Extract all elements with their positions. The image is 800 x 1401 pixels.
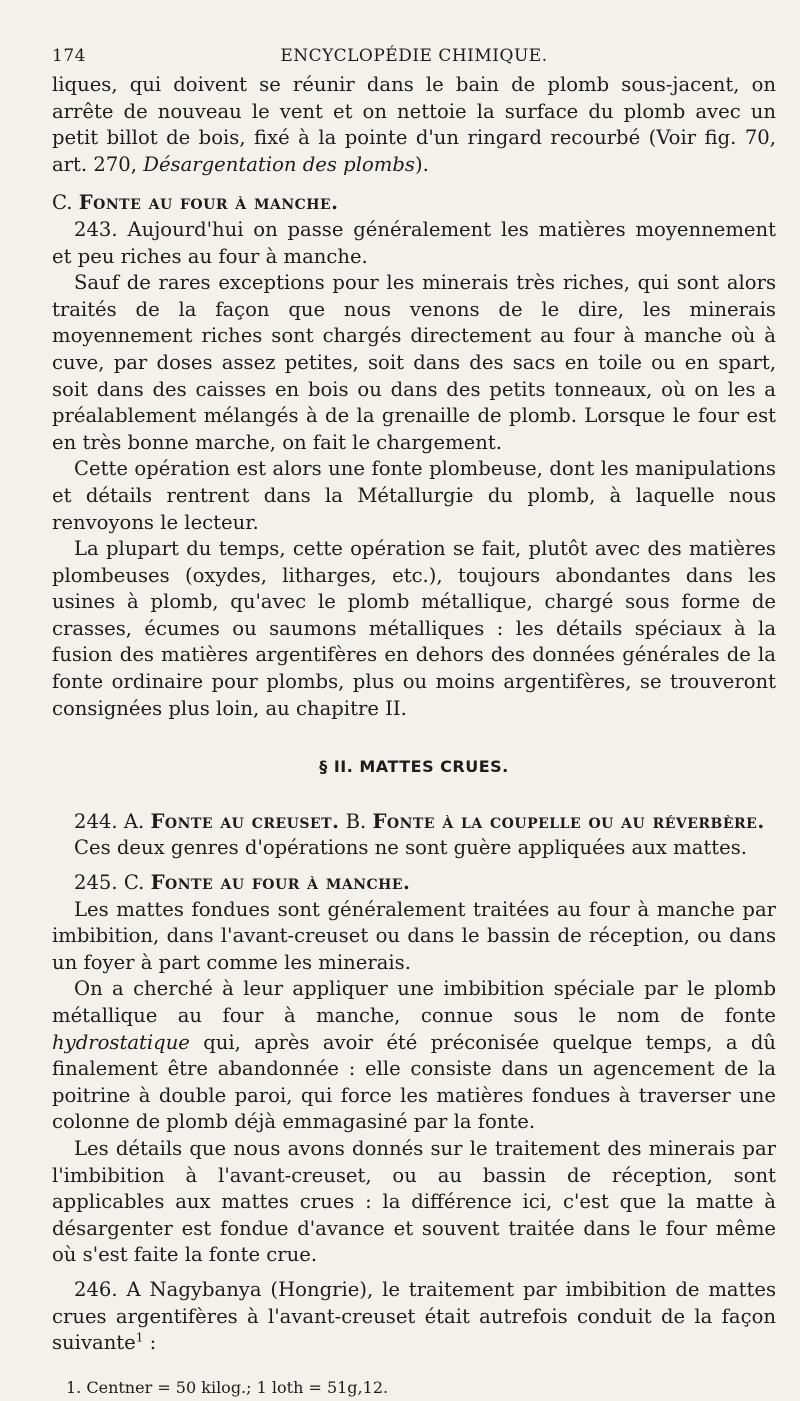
text-run: liques, qui doivent se réunir dans le bain de plomb sous-jacent, on arrête de nouveau le vent et on nettoie la surface du plomb avec un petit billot de bois, fixé à la pointe d'un ringard recourbé (Voir fig. 70, art. 270, [52, 73, 776, 176]
subheading-title: Fonte au four à manche. [150, 871, 411, 895]
subheading-title: Fonte au four à manche. [78, 191, 339, 215]
text-run: qui, après avoir été préconisée quelque temps, a dû finalement être abandonnée : elle consiste dans un agencement de la poitrine à double paroi, qui force les matières fondues à traverser une colonne de plomb déjà emmagasiné par la fonte. [52, 1030, 776, 1134]
footnote-reference: 1 [135, 1330, 144, 1345]
paragraph: Cette opération est alors une fonte plombeuse, dont les manipulations et détails rentrent dans la Métallurgie du plomb, à laquelle nous renvoyons le lecteur. [52, 457, 776, 534]
page-body [52, 72, 776, 1401]
page-header [52, 38, 776, 72]
italic-term: hydrostatique [52, 1030, 190, 1054]
text-run: ). [414, 152, 429, 176]
paragraph-246 [52, 1277, 776, 1357]
paragraph: Les mattes fondues sont généralement traitées au four à manche par imbibition, dans l'avant-creuset ou dans le bassin de réception, ou dans un foyer à part comme les minerais. [52, 897, 776, 974]
subheading-letter: A. [123, 809, 145, 833]
subheading-fonte-four-manche [52, 190, 776, 217]
text-run: A Nagybanya (Hongrie), le traitement par imbibition de mattes crues argentifères à l'avant-creuset était autrefois conduit de la façon suivante [52, 1277, 776, 1355]
article-number: 243. [74, 217, 118, 241]
paragraph: Sauf de rares exceptions pour les minerais très riches, qui sont alors traités de la façon que nous venons de le dire, les minerais moyennement riches sont chargés directement au four à manche où à cuve, par doses assez petites, soit dans des sacs en toile ou en spart, soit dans des caisses en bois ou dans des petits tonneaux, où on les a préalablement mélangés à de la grenaille de plomb. Lorsque le four est en très bonne marche, on fait le chargement. [52, 271, 776, 454]
running-title: ENCYCLOPÉDIE CHIMIQUE. [280, 46, 548, 66]
paragraph: Ces deux genres d'opérations ne sont guère appliquées aux mattes. [74, 836, 748, 860]
article-number: 244. [74, 809, 118, 833]
text-run: Aujourd'hui on passe généralement les matières moyennement et peu riches au four à manche. [52, 217, 776, 268]
text-run: : [143, 1331, 157, 1355]
paragraph-243 [52, 217, 776, 270]
paragraph-continuation [52, 72, 776, 178]
paragraph: La plupart du temps, cette opération se fait, plutôt avec des matières plombeuses (oxydes, litharges, etc.), toujours abondantes dans les usines à plomb, qu'avec le plomb métallique, chargé sous forme de crasses, écumes ou saumons métalliques : les détails spéciaux à la fusion des matières argentifères en dehors des données générales de la fonte ordinaire pour plombs, plus ou moins argentifères, se trouveront consignées plus loin, au chapitre II. [52, 537, 776, 720]
paragraph: Les détails que nous avons donnés sur le traitement des minerais par l'imbibition à l'avant-creuset, ou au bassin de réception, sont applicables aux mattes crues : la différence ici, c'est que la matte à désargenter est fondue d'avance et souvent traitée dans le four même où s'est faite la fonte crue. [52, 1136, 776, 1267]
text-run: On a cherché à leur appliquer une imbibition spéciale par le plomb métallique au four à manche, connue sous le nom de fonte [52, 977, 776, 1027]
paragraph-245 [52, 870, 776, 897]
footnote-text: Centner = 50 kilog.; 1 loth = 51g,12. [86, 1377, 389, 1397]
subheading-letter: C. [52, 191, 73, 215]
footnote [52, 1375, 776, 1401]
paragraph [52, 976, 776, 1136]
subheading-title: Fonte au creuset. [150, 809, 340, 833]
article-number: 245. [74, 871, 118, 895]
page-number: 174 [52, 46, 86, 66]
subheading-title: Fonte à la coupelle ou au réverbère. [372, 809, 765, 833]
subheading-letter: C. [123, 871, 145, 895]
footnote-number: 1. [66, 1377, 82, 1397]
paragraph-244 [52, 809, 776, 836]
section-heading: § II. MATTES CRUES. [319, 757, 509, 777]
subheading-letter: B. [345, 809, 367, 833]
italic-reference: Désargentation des plombs [143, 152, 415, 176]
article-number: 246. [74, 1277, 118, 1301]
